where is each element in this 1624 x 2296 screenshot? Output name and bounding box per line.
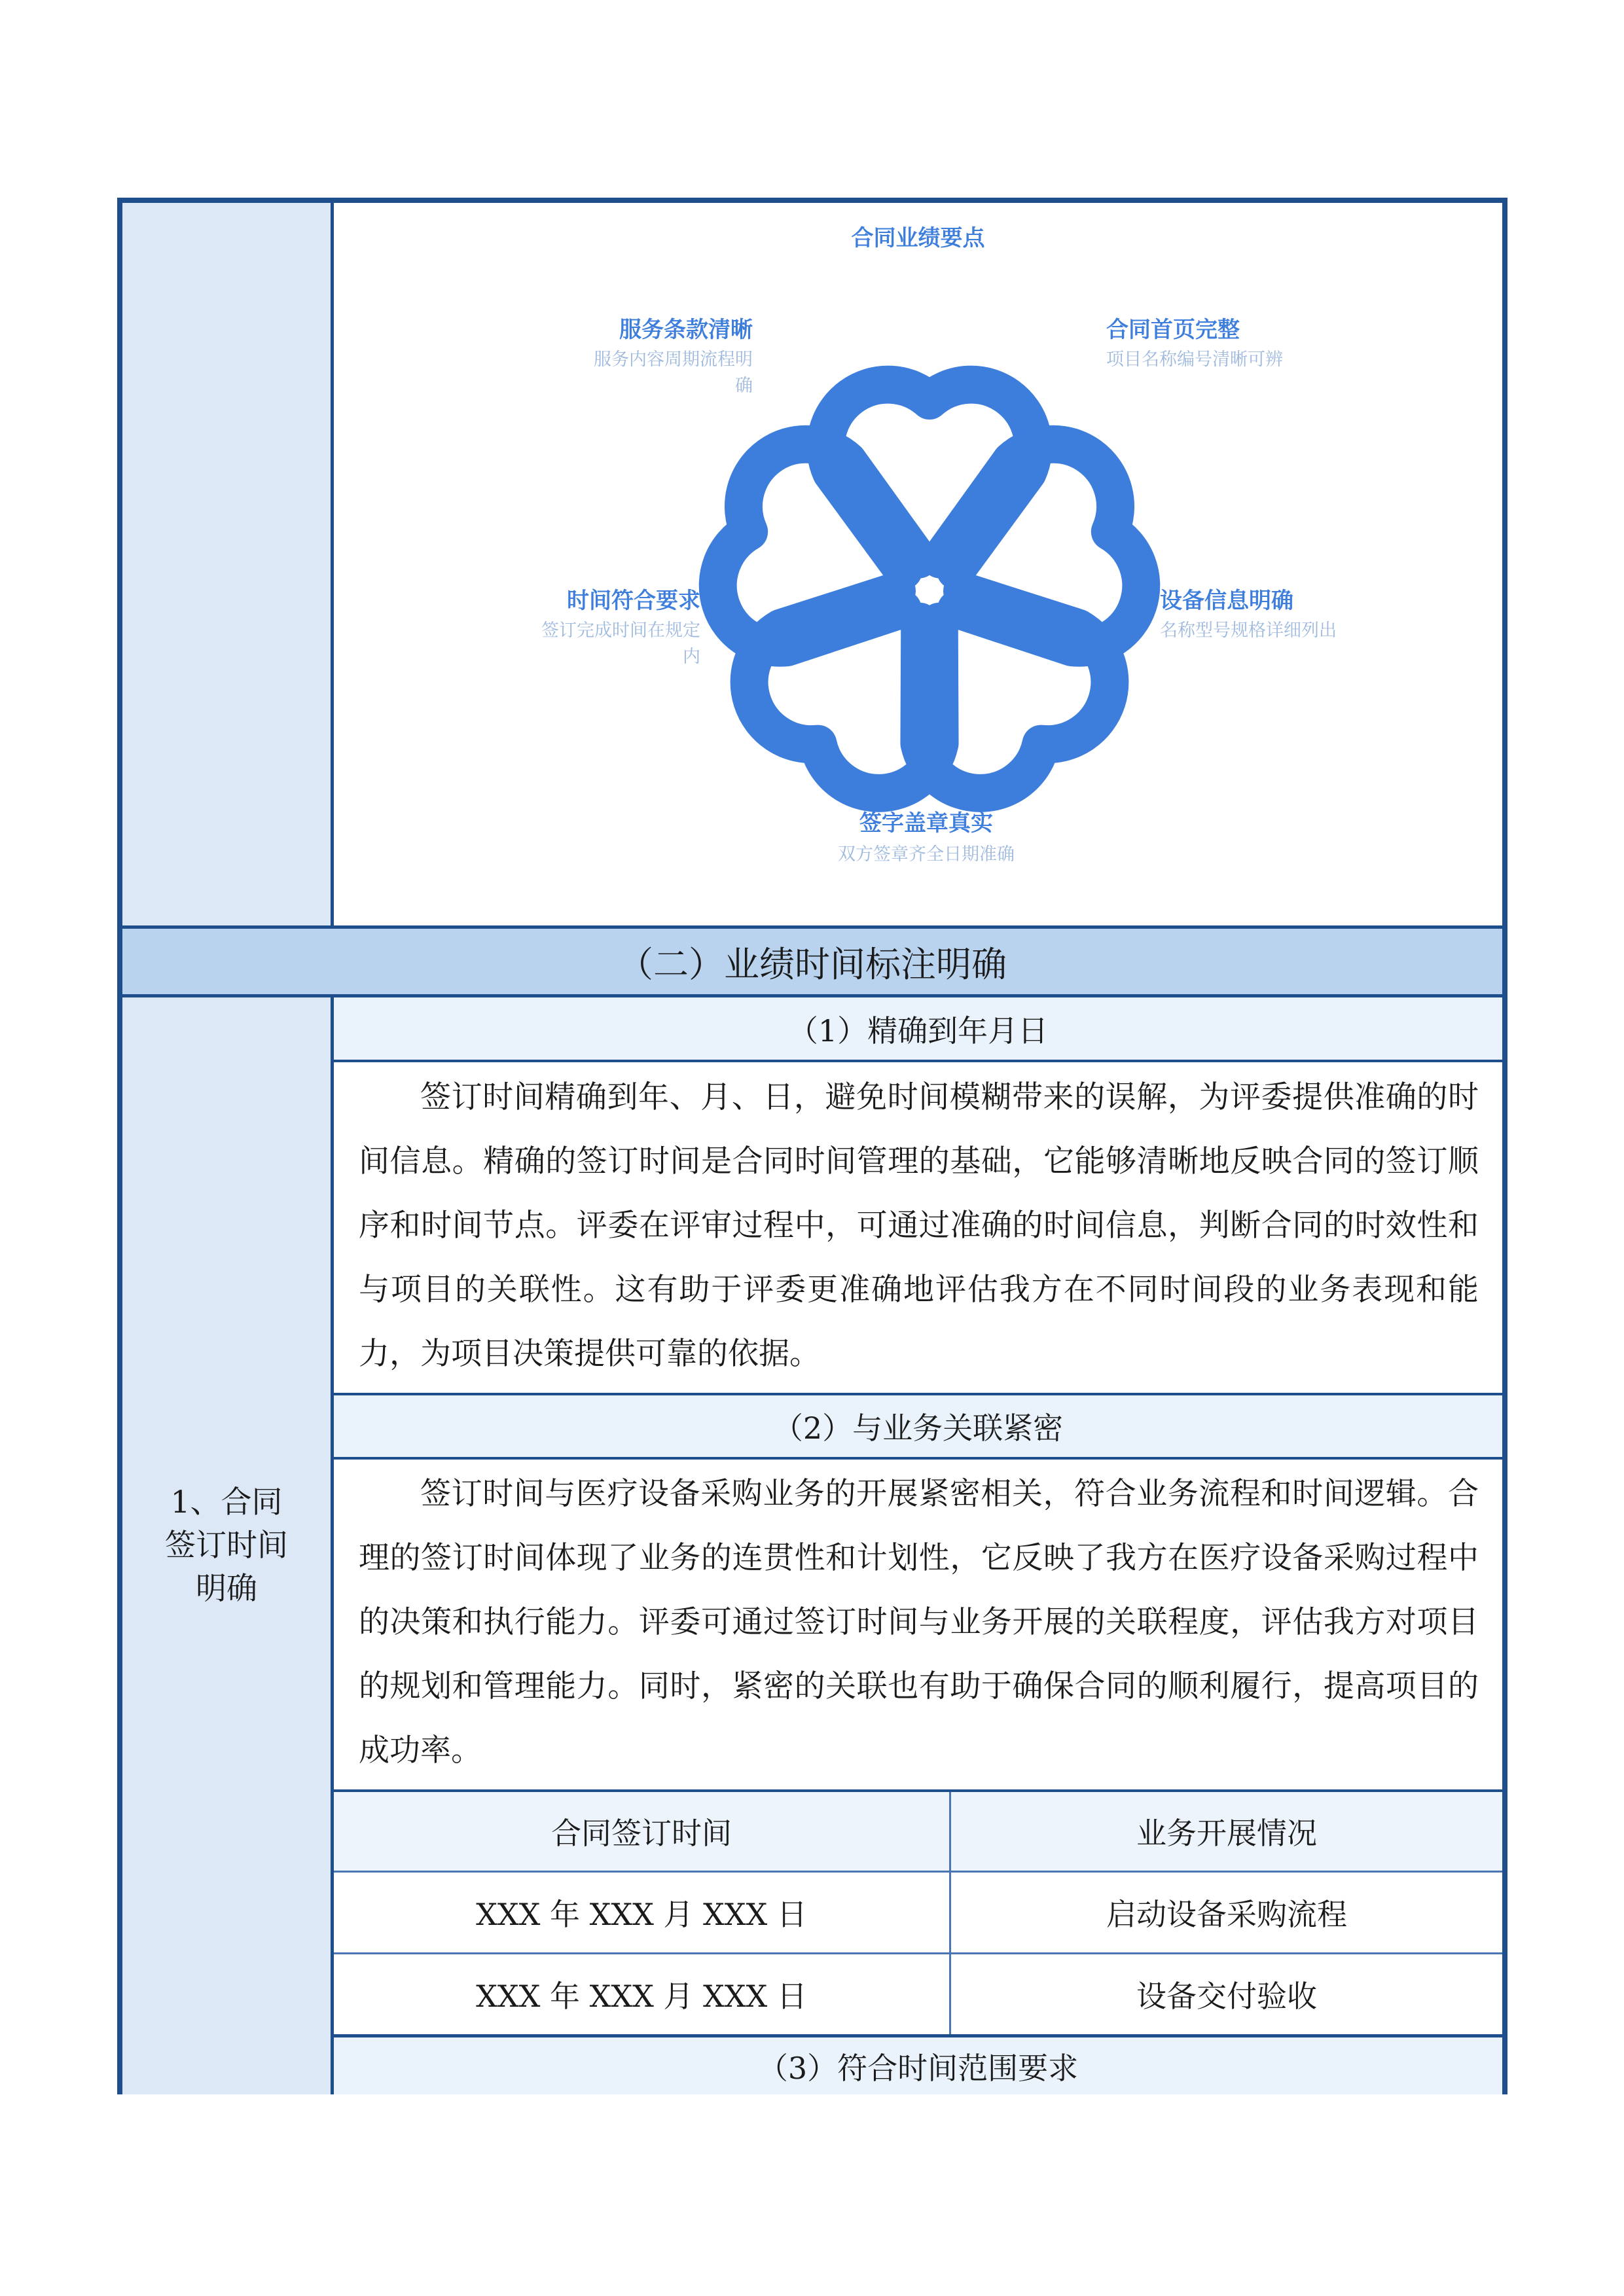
diagram-cell [334, 203, 1502, 925]
subheading-2-text: （2）与业务关联紧密 [772, 1410, 1064, 1446]
point-desc-time: 签订完成时间在规定内 [541, 620, 700, 667]
diagram-title: 合同业绩要点 [851, 225, 985, 251]
point-title-time: 时间符合要求 [567, 588, 700, 614]
table-row [334, 1873, 949, 1952]
table-header-date-text: 合同签订时间 [551, 1816, 732, 1851]
subheading-1 [334, 997, 1502, 1060]
point-desc-signature: 双方签章齐全日期准确 [838, 844, 1015, 865]
table-cell-date: XXX 年 XXX 月 XXX 日 [476, 1979, 807, 2014]
subheading-3 [334, 2037, 1502, 2094]
document-table [117, 198, 1507, 2094]
section-title-bar [122, 929, 1502, 994]
table-header-date [334, 1792, 949, 1871]
point-title-signature: 签字盖章真实 [859, 810, 993, 836]
point-title-service: 服务条款清晰 [619, 317, 753, 343]
table-cell-business: 启动设备采购流程 [1106, 1897, 1347, 1932]
point-title-equipment: 设备信息明确 [1160, 588, 1293, 614]
row-label-cell [122, 997, 334, 2094]
point-desc-homepage: 项目名称编号清晰可辨 [1106, 350, 1283, 370]
point-desc-service: 服务内容周期流程明确 [594, 350, 753, 396]
section-title: （二）业绩时间标注明确 [618, 943, 1007, 985]
table-cell-date: XXX 年 XXX 月 XXX 日 [476, 1897, 807, 1932]
table-row [951, 1873, 1502, 1952]
row-label: 1、合同签订时间明确 [165, 1484, 288, 1607]
subheading-1-text: （1）精确到年月日 [787, 1013, 1049, 1049]
table-row [951, 1954, 1502, 2034]
point-title-homepage: 合同首页完整 [1106, 317, 1240, 343]
table-header-business-text: 业务开展情况 [1136, 1816, 1317, 1851]
subheading-3-text: （3）符合时间范围要求 [757, 2050, 1079, 2086]
point-desc-equipment: 名称型号规格详细列出 [1160, 620, 1337, 641]
subheading-2 [334, 1395, 1502, 1457]
table-header-business [951, 1792, 1502, 1871]
table-row [334, 1954, 949, 2034]
paragraph-1: 签订时间精确到年、月、日，避免时间模糊带来的误解，为评委提供准确的时间信息。精确的签订时间是合同时间管理的基础，它能够清晰地反映合同的签订顺序和时间节点。评委在评审过程中，可通过准确的时间信息，判断合同的时效性和与项目的关联性。这有助于评委更准确地评估我方在不同时间段的业务表现和能力，为项目决策提供可靠的依据。 [359, 1079, 1479, 1372]
paragraph-2: 签订时间与医疗设备采购业务的开展紧密相关，符合业务流程和时间逻辑。合理的签订时间体现了业务的连贯性和计划性，它反映了我方在医疗设备采购过程中的决策和执行能力。评委可通过签订时间与业务开展的关联程度，评估我方对项目的规划和管理能力。同时，紧密的关联也有助于确保合同的顺利履行，提高项目的成功率。 [359, 1476, 1479, 1768]
left-blank-cell [122, 203, 334, 925]
table-cell-business: 设备交付验收 [1136, 1979, 1317, 2014]
